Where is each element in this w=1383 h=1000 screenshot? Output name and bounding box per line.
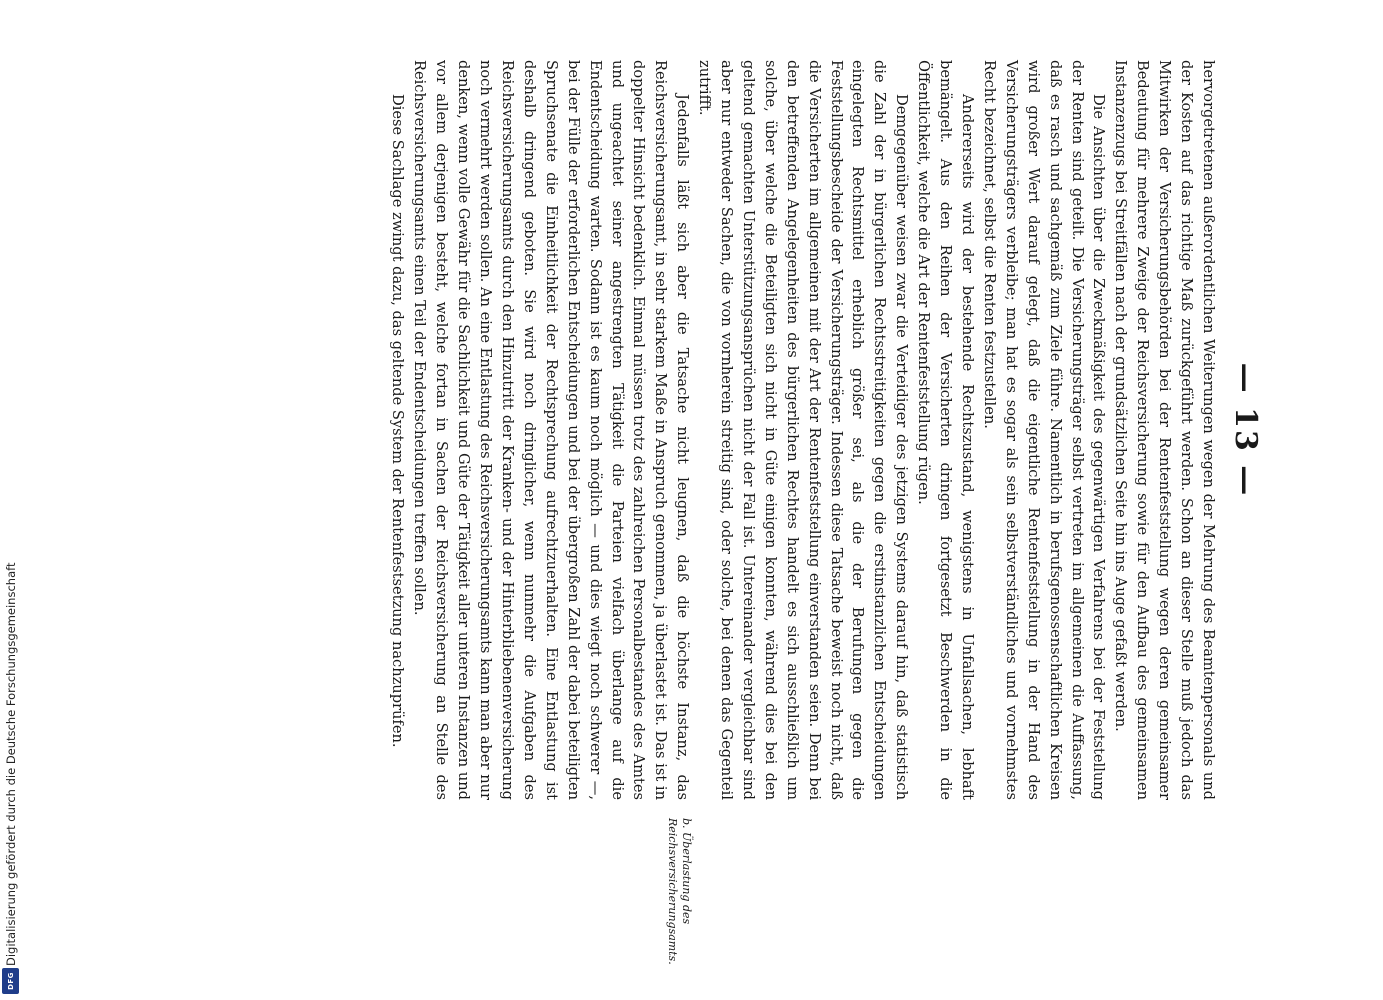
digitization-credit-strip [0, 0, 22, 1000]
paragraph: Andererseits wird der bestehende Rechtszustand, wenigstens in Unfallsachen, lebhaft bemängelt. Aus den Reihen der Versicherten dringen fortgesetzt Beschwerden in die Öffentlichkeit, welche die Art der Rentenfeststellung rügen. [915, 60, 977, 800]
paragraph: hervorgetretenen außerordentlichen Weiterungen wegen der Mehrung des Beamtenpersonals und der Kosten auf das richtige Maß zurückgeführt werden. Schon an dieser Stelle muß jedoch das Mitwirken der Versicherungsbehörden bei der Rentenfeststellung wegen deren gemeinsamer Bedeutung für mehrere Zweige der Reichsversicherung sowie für den Aufbau des gemeinsamen Instanzenzugs bei Streitfällen nach der grundsätzlichen Seite hin ins Auge gefaßt werden. [1112, 60, 1217, 800]
page-number: — 13 — [1228, 362, 1263, 498]
dfg-logo-text: DFG [6, 972, 15, 990]
paragraph: Jedenfalls läßt sich aber die Tatsache nicht leugnen, daß die höchste Instanz, das Reichsversicherungsamt, in sehr starkem Maße in Anspruch genommen, ja überlastet ist. Das ist in doppelter Hinsicht bedenklich. Einmal müssen trotz des zahlreichen Personalbestandes des Amtes und ungeachtet seiner angestrengten Tätigkeit die Parteien vielfach überlange auf die Endentscheidung warten. Sodann ist es kaum noch möglich — und dies wiegt noch schwerer —, bei der Fülle der erforderlichen Entscheidungen und bei der übergroßen Zahl der dabei beteiligten Spruchsenate die Einheitlichkeit der Rechtsprechung aufrechtzuerhalten. Eine Entlastung ist deshalb dringend geboten. Sie wird noch dringlicher, wenn nunmehr die Aufgaben des Reichsversicherungsamts durch den Hinzutritt der Kranken- und der Hinterbliebenenversicherung noch vermehrt werden sollen. An eine Entlastung des Reichsversicherungsamts kann man aber nur denken, wenn volle Gewähr für die Sachlichkeit und Güte der Tätigkeit aller unteren Instanzen und vor allem derjenigen besteht, welche fortan in Sachen der Reichsversicherung an Stelle des Reichsversicherungsamts einen Teil der Endentscheidungen treffen sollen. [411, 60, 692, 800]
page-content-rotated [135, 60, 1265, 965]
paragraph: Die Ansichten über die Zweckmäßigkeit des gegenwärtigen Verfahrens bei der Feststellung der Renten sind geteilt. Die Versicherungsträger selbst vertreten im allgemeinen die Auffassung, daß es rasch und sachgemäß zum Ziele führe. Namentlich in berufsgenossenschaftlichen Kreisen wird großer Wert darauf gelegt, daß die eigentliche Rentenfeststellung in der Hand des Versicherungsträgers verbleibe; man hat es sogar als sein selbstverständliches und vornehmstes Recht bezeichnet, selbst die Renten festzustellen. [980, 60, 1108, 800]
paragraph: Diese Sachlage zwingt dazu, das geltende System der Rentenfestsetzung nachzuprüfen. [389, 94, 407, 748]
scanned-page [135, 60, 1265, 965]
paragraph: Demgegenüber weisen zwar die Verteidiger des jetzigen Systems darauf hin, daß statistisch die Zahl der in bürgerlichen Rechtsstreitigkeiten gegen die erstinstanzlichen Entscheidungen eingelegten Rechtsmittel erheblich größer sei, als die der Berufungen gegen die Feststellungsbescheide der Versicherungsträger. Indessen diese Tatsache beweist noch nicht, daß die Versicherten im allgemeinen mit der Art der Rentenfeststellung einverstanden seien. Denn bei den betreffenden Angelegenheiten des bürgerlichen Rechtes handelt es sich ausschließlich um solche, über welche die Beteiligten sich nicht in Güte einigen konnten, während dies bei den geltend gemachten Unterstützungsansprüchen nicht der Fall ist. Untereinander vergleichbar sind aber nur entweder Sachen, die von vornherein streitig sind, oder solche, bei denen das Gegenteil zutrifft. [696, 60, 911, 800]
body-text [387, 60, 1219, 800]
dfg-logo-icon [2, 968, 19, 994]
digitization-credit-text: Digitalisierung gefördert durch die Deutsche Forschungsgemeinschaft [4, 562, 18, 966]
marginal-note: b. Überlastung des Reichsversicherungsamts. [666, 818, 693, 965]
